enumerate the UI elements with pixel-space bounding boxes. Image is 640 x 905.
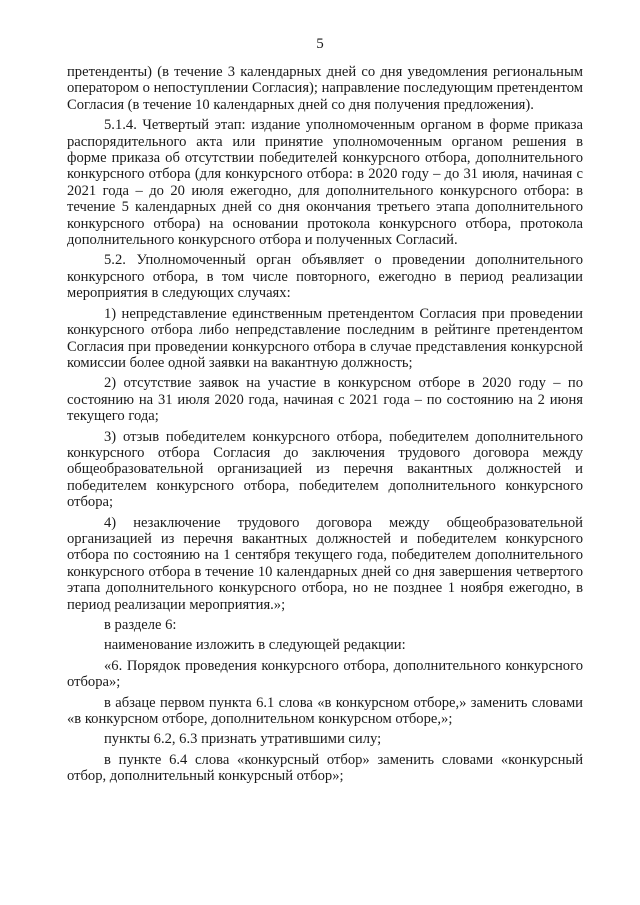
list-item-4: 4) незаключение трудового договора между общеобразовательной организацией из перечня вакантных должностей и победителем конкурсного отбора по состоянию на 1 сентября текущего года, победителем дополнительного конкурсного отбора в течение 10 календарных дней со дня завершения четвертого этапа дополнительного конкурсного отбора, но не позднее 1 ноября ежегодно, в период реализации мероприятия.»; bbox=[67, 514, 583, 613]
page-number: 5 bbox=[316, 36, 324, 52]
paragraph-5-1-4: 5.1.4. Четвертый этап: издание уполномоченным органом в форме приказа распорядительного акта или принятие уполномоченным органом решения в форме приказа об отсутствии победителей конкурсного отбора, дополнительного конкурсного отбора (для конкурсного отбора: в 2020 году – до 31 июля, начиная с 2021 года – до 20 июля ежегодно, для дополнительного конкурсного отбора: в течение 5 календарных дней со дня окончания третьего этапа дополнительного конкурсного отбора) на основании протокола конкурсного отбора, протокола дополнительного конкурсного отбора и полученных Согласий. bbox=[67, 117, 583, 249]
paragraph-5-2: 5.2. Уполномоченный орган объявляет о проведении дополнительного конкурсного отбора, в том числе повторного, ежегодно в период реализации мероприятия в следующих случаях: bbox=[67, 252, 583, 302]
list-item-1: 1) непредставление единственным претендентом Согласия при проведении конкурсного отбора либо непредставление последним в рейтинге претендентом Согласия при проведении конкурсного отбора в случае представления конкурсной комиссии более одной заявки на вакантную должность; bbox=[67, 305, 583, 371]
paragraph-6-4: в пункте 6.4 слова «конкурсный отбор» заменить словами «конкурсный отбор, дополнительный конкурсный отбор»; bbox=[67, 751, 583, 785]
document-body bbox=[67, 64, 583, 789]
list-item-2: 2) отсутствие заявок на участие в конкурсном отборе в 2020 году – по состоянию на 31 июля 2020 года, начиная с 2021 года – по состоянию на 2 июня текущего года; bbox=[67, 375, 583, 425]
paragraph-continuation: претенденты) (в течение 3 календарных дней со дня уведомления региональным оператором о непоступлении Согласия); направление последующим претендентом Согласия (в течение 10 календарных дней со дня получения предложения). bbox=[67, 64, 583, 113]
paragraph-heading-instruction: наименование изложить в следующей редакции: bbox=[104, 637, 406, 654]
paragraph-new-heading: «6. Порядок проведения конкурсного отбора, дополнительного конкурсного отбора»; bbox=[67, 657, 583, 691]
paragraph-section-6: в разделе 6: bbox=[104, 617, 177, 633]
paragraph-6-1: в абзаце первом пункта 6.1 слова «в конкурсном отборе,» заменить словами «в конкурсном отборе, дополнительном конкурсном отборе,»; bbox=[67, 694, 583, 728]
paragraph-6-2-6-3: пункты 6.2, 6.3 признать утратившими силу; bbox=[104, 731, 382, 748]
list-item-3: 3) отзыв победителем конкурсного отбора, победителем дополнительного конкурсного отбора Согласия до заключения трудового договора между общеобразовательной организацией из перечня вакантных должностей и победителем конкурсного отбора, победителем дополнительного конкурсного отбора; bbox=[67, 428, 583, 511]
